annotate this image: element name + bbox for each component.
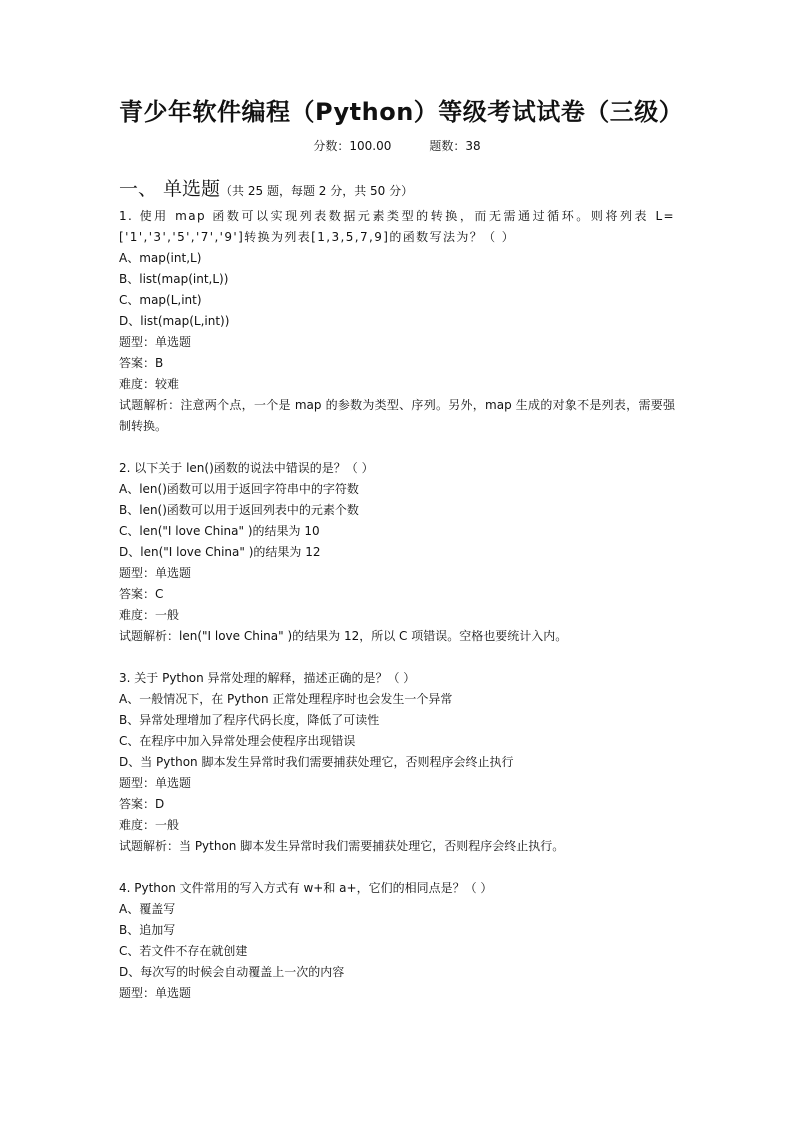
question-analysis: 试题解析：注意两个点，一个是 map 的参数为类型、序列。另外，map 生成的对象不是列表，需要强制转换。 (119, 398, 675, 433)
question-3 (119, 668, 675, 857)
option-b: B、len()函数可以用于返回列表中的元素个数 (119, 503, 359, 517)
question-difficulty: 难度：一般 (119, 608, 180, 622)
option-a: A、map(int,L) (119, 251, 202, 265)
question-stem: 4. Python 文件常用的写入方式有 w+和 a+，它们的相同点是？（ ） (119, 881, 493, 895)
question-stem: 3. 关于 Python 异常处理的解释，描述正确的是？（ ） (119, 671, 416, 685)
exam-meta (119, 137, 675, 155)
question-analysis: 试题解析：当 Python 脚本发生异常时我们需要捕获处理它，否则程序会终止执行。 (119, 839, 565, 853)
question-type: 题型：单选题 (119, 986, 192, 1000)
question-count: 题数：38 (429, 139, 481, 153)
option-a: A、覆盖写 (119, 902, 176, 916)
option-d: D、当 Python 脚本发生异常时我们需要捕获处理它，否则程序会终止执行 (119, 755, 514, 769)
question-1 (119, 206, 675, 437)
option-b: B、异常处理增加了程序代码长度，降低了可读性 (119, 713, 380, 727)
option-c: C、map(L,int) (119, 293, 202, 307)
option-d: D、len("I love China" )的结果为 12 (119, 545, 321, 559)
question-answer: 答案：B (119, 356, 164, 370)
question-type: 题型：单选题 (119, 776, 192, 790)
option-d: D、list(map(L,int)) (119, 314, 230, 328)
option-c: C、在程序中加入异常处理会使程序出现错误 (119, 734, 356, 748)
section-heading (119, 176, 675, 204)
exam-document (119, 92, 684, 1004)
option-c: C、若文件不存在就创建 (119, 944, 248, 958)
question-stem: 2. 以下关于 len()函数的说法中错误的是？（ ） (119, 461, 374, 475)
question-type: 题型：单选题 (119, 335, 192, 349)
option-d: D、每次写的时候会自动覆盖上一次的内容 (119, 965, 345, 979)
option-c: C、len("I love China" )的结果为 10 (119, 524, 320, 538)
question-difficulty: 难度：较难 (119, 377, 180, 391)
question-difficulty: 难度：一般 (119, 818, 180, 832)
option-a: A、len()函数可以用于返回字符串中的字符数 (119, 482, 359, 496)
section-title: 一、 单选题 (119, 178, 221, 200)
question-answer: 答案：D (119, 797, 165, 811)
question-type: 题型：单选题 (119, 566, 192, 580)
option-b: B、追加写 (119, 923, 176, 937)
question-2 (119, 458, 675, 647)
total-score: 分数：100.00 (313, 139, 392, 153)
option-b: B、list(map(int,L)) (119, 272, 229, 286)
question-answer: 答案：C (119, 587, 164, 601)
exam-title: 青少年软件编程（Python）等级考试试卷（三级） (119, 98, 684, 126)
section-note: （共 25 题，每题 2 分，共 50 分） (220, 184, 414, 198)
question-4 (119, 878, 675, 1004)
question-stem: 1. 使用 map 函数可以实现列表数据元素类型的转换，而无需通过循环。则将列表 L=['1','3','5','7','9']转换为列表[1,3,5,7,9]的函数写法为？（ ） (119, 209, 675, 244)
question-analysis: 试题解析：len("I love China" )的结果为 12，所以 C 项错误。空格也要统计入内。 (119, 629, 568, 643)
option-a: A、一般情况下，在 Python 正常处理程序时也会发生一个异常 (119, 692, 453, 706)
